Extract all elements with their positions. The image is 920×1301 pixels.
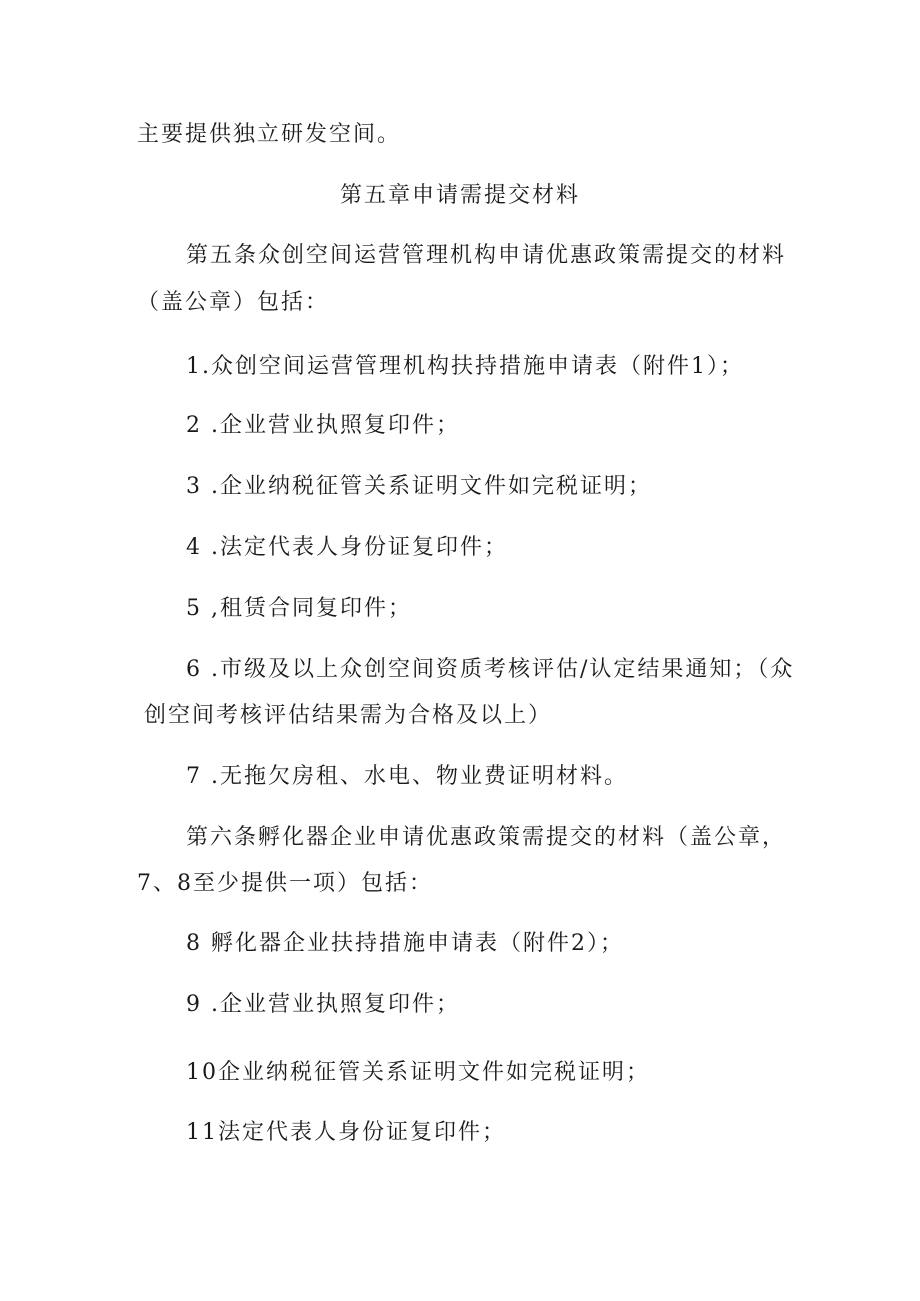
- list-item: 10企业纳税征管关系证明文件如完税证明；: [186, 1060, 650, 1085]
- list-item: 2 .企业营业执照复印件；: [186, 413, 460, 438]
- list-item: 5 ,租赁合同复印件；: [186, 596, 412, 621]
- list-item: 9 .企业营业执照复印件；: [186, 992, 460, 1017]
- list-item: 11法定代表人身份证复印件；: [186, 1120, 506, 1145]
- article-6-heading-cont: 7、8至少提供一项）包括：: [137, 871, 433, 896]
- list-item-cont: 创空间考核评估结果需为合格及以上）: [144, 703, 553, 728]
- list-item: 8 孵化器企业扶持措施申请表（附件2）；: [186, 931, 624, 956]
- article-5-heading: 第五条众创空间运营管理机构申请优惠政策需提交的材料: [186, 243, 787, 268]
- list-item: 4 .法定代表人身份证复印件；: [186, 535, 508, 560]
- list-item: 6 .市级及以上众创空间资质考核评估/认定结果通知；（众: [186, 657, 795, 682]
- chapter-title: 第五章申请需提交材料: [339, 183, 580, 208]
- article-6-heading: 第六条孵化器企业申请优惠政策需提交的材料（盖公章，: [186, 825, 787, 850]
- list-item: 7 .无拖欠房租、水电、物业费证明材料。: [186, 764, 628, 789]
- list-item: 3 .企业纳税征管关系证明文件如完税证明；: [186, 474, 652, 499]
- paragraph-continuation: 主要提供独立研发空间。: [137, 122, 402, 147]
- article-5-heading-cont: （盖公章）包括：: [137, 290, 330, 315]
- list-item: 1.众创空间运营管理机构扶持措施申请表（附件1）；: [186, 354, 744, 379]
